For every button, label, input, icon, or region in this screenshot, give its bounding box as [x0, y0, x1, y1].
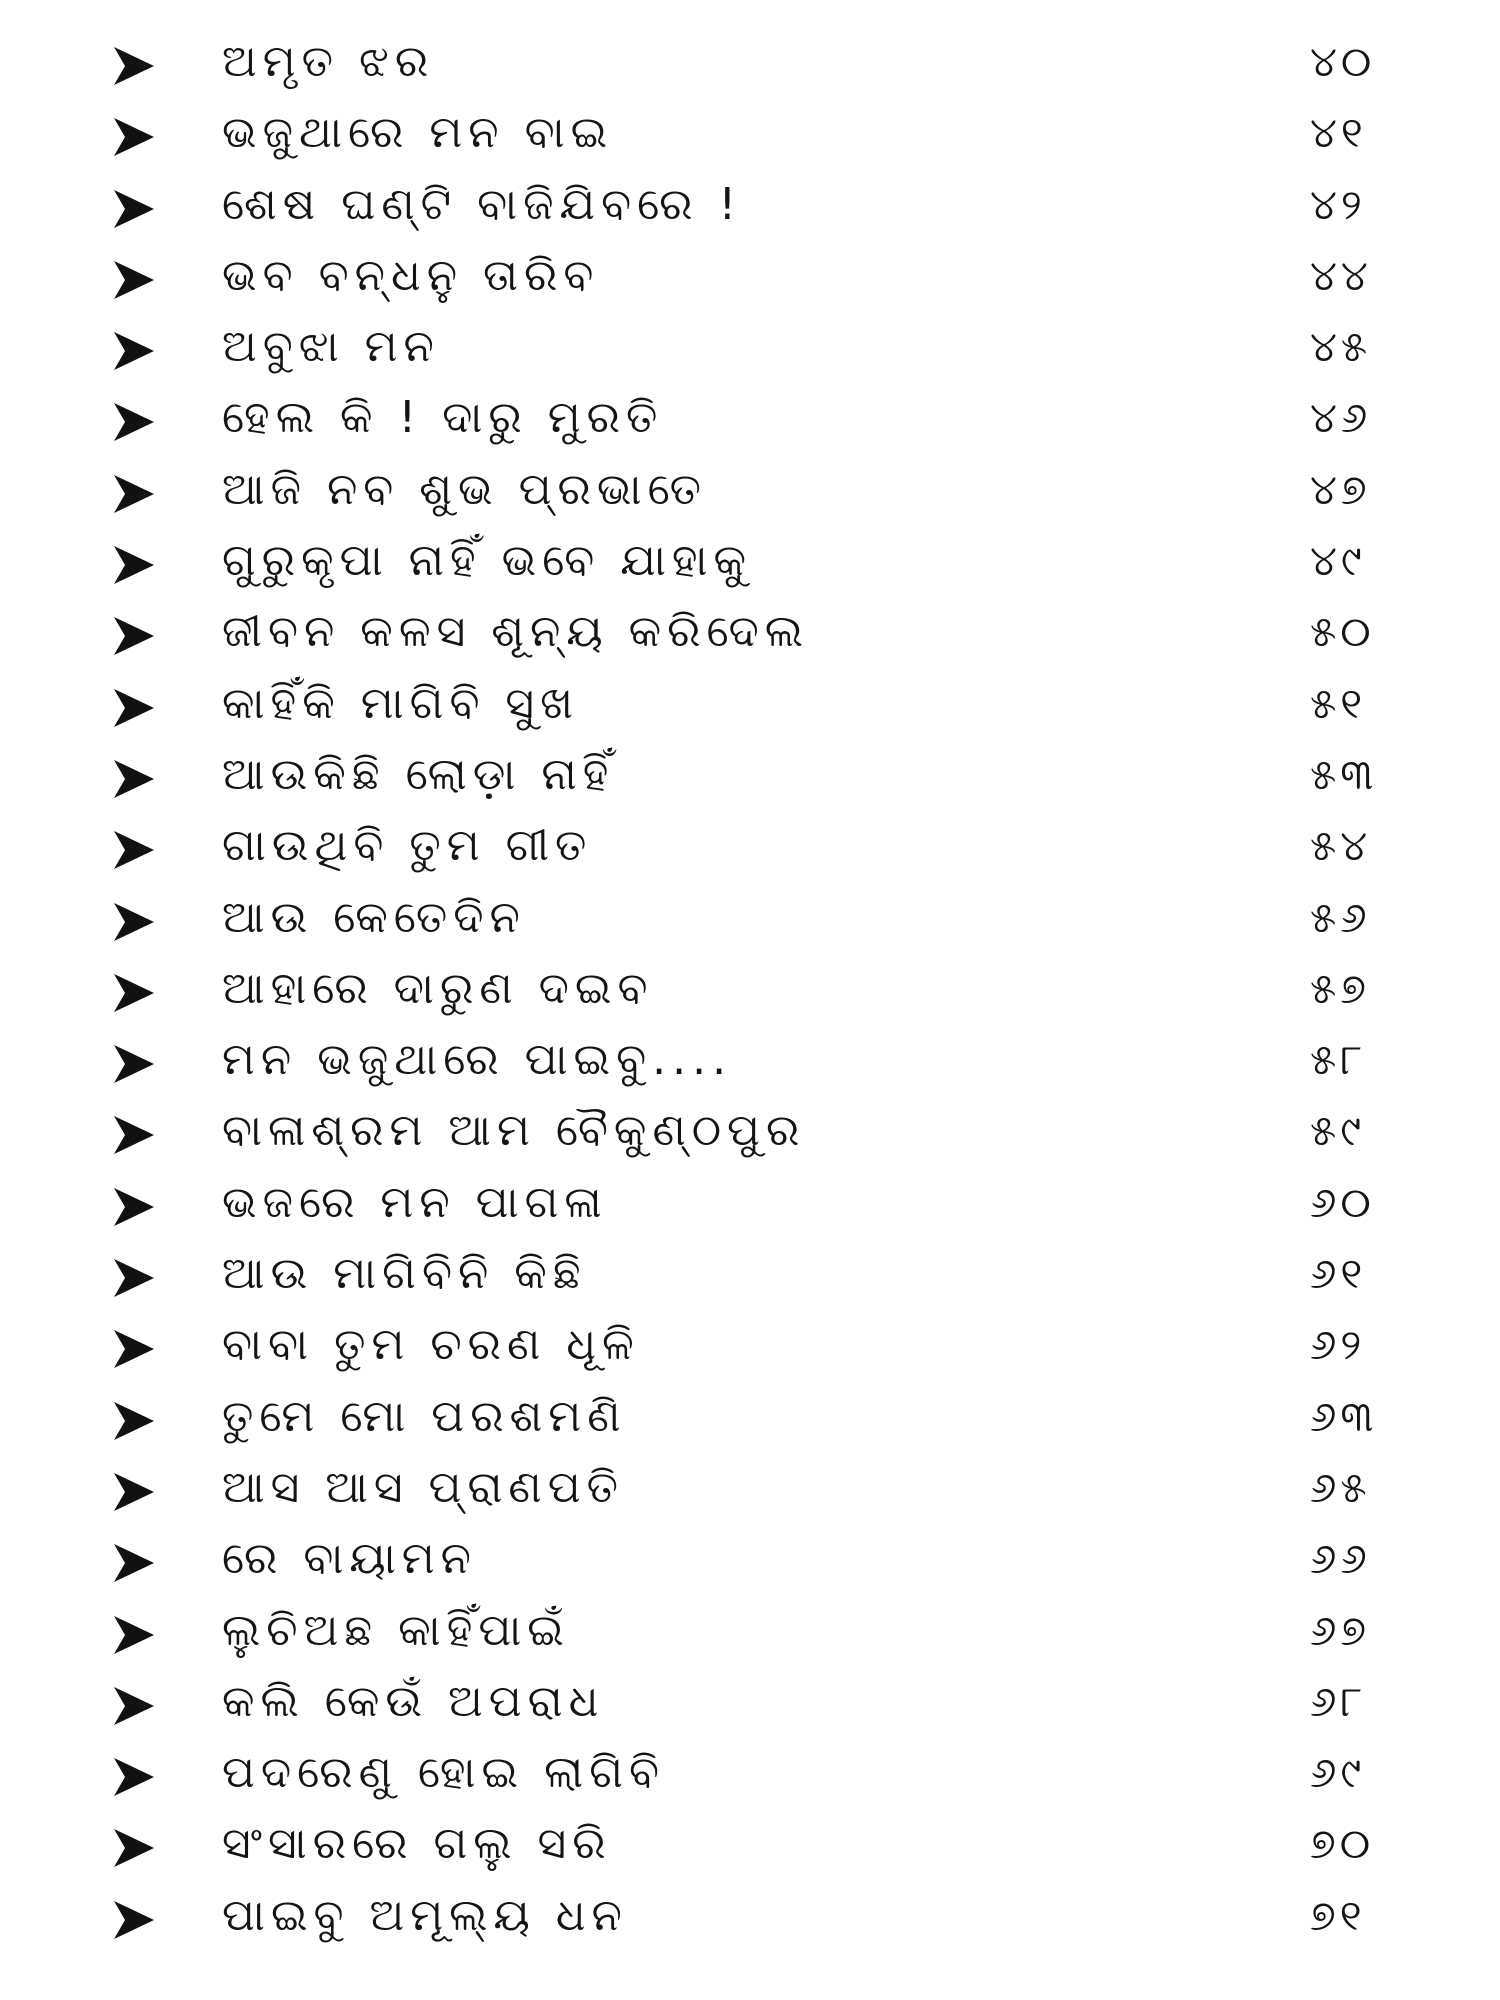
toc-entry-title: ସଂସାରରେ ଗଲୁ ସରି: [222, 1818, 612, 1870]
toc-entry: [0, 812, 1500, 883]
toc-entry: [0, 1739, 1500, 1810]
toc-entry-page-number: ୫୮: [1310, 1035, 1367, 1085]
arrowhead-bullet-icon: [112, 187, 156, 231]
toc-entry-page-number: ୪୬: [1310, 393, 1372, 443]
toc-entry-page-number: ୪୯: [1310, 536, 1366, 586]
arrowhead-bullet-icon: [112, 1256, 156, 1300]
arrowhead-bullet-icon: [112, 44, 156, 88]
toc-entry: [0, 1311, 1500, 1382]
toc-entry: [0, 1026, 1500, 1097]
toc-entry: [0, 99, 1500, 170]
toc-entry: [0, 1097, 1500, 1168]
toc-entry-page-number: ୫୭: [1310, 963, 1370, 1013]
toc-entry: [0, 1810, 1500, 1881]
arrowhead-bullet-icon: [112, 1470, 156, 1514]
toc-entry-title: ଆସ ଆସ ପ୍ରାଣପତି: [222, 1461, 624, 1513]
arrowhead-bullet-icon: [112, 1185, 156, 1229]
toc-entry-title: ରେ ବାୟାମନ: [222, 1533, 477, 1585]
toc-entry-title: ଭବ ବନ୍ଧନୁ ତାରିବ: [222, 249, 600, 301]
toc-entry: [0, 884, 1500, 955]
arrowhead-bullet-icon: [112, 258, 156, 302]
toc-entry-page-number: ୫୩: [1310, 749, 1378, 799]
toc-entry-title: ବାବା ତୁମ ଚରଣ ଧୂଳି: [222, 1319, 640, 1371]
toc-entry-page-number: ୬୧: [1310, 1249, 1367, 1299]
arrowhead-bullet-icon: [112, 828, 156, 872]
toc-entry: [0, 456, 1500, 527]
toc-entry-page-number: ୫୪: [1310, 821, 1372, 871]
toc-entry-title: ପଦରେଣୁ ହୋଇ ଲାଗିବି: [222, 1747, 666, 1799]
toc-entry-title: ଆଉକିଛି ଲୋଡ଼ା ନାହିଁ: [222, 748, 615, 800]
toc-entry: [0, 1668, 1500, 1739]
toc-entry-title: ମନ ଭଜୁଥାରେ ପାଇବୁ....: [222, 1034, 733, 1086]
arrowhead-bullet-icon: [112, 472, 156, 516]
toc-entry: [0, 670, 1500, 741]
toc-entry: [0, 384, 1500, 455]
toc-entry-title: ଆଉ ମାଗିବିନି କିଛି: [222, 1248, 587, 1300]
toc-entry-title: ଗାଉଥିବି ତୁମ ଗୀତ: [222, 820, 593, 872]
toc-entry-title: ଶେଷ ଘଣ୍ଟି ବାଜିଯିବରେ !: [222, 178, 743, 230]
arrowhead-bullet-icon: [112, 900, 156, 944]
table-of-contents: [0, 28, 1500, 1953]
toc-entry-page-number: ୬୩: [1310, 1391, 1378, 1441]
arrowhead-bullet-icon: [112, 1113, 156, 1157]
arrowhead-bullet-icon: [112, 543, 156, 587]
toc-entry-page-number: ୫୬: [1310, 892, 1371, 942]
toc-entry-title: ଜୀବନ କଳସ ଶୂନ୍ୟ କରିଦେଲ: [222, 606, 810, 658]
toc-entry-title: ଗୁରୁକୃପା ନାହିଁ ଭବେ ଯାହାକୁ: [222, 535, 753, 587]
arrowhead-bullet-icon: [112, 1541, 156, 1585]
toc-entry-title: ହେଲ କି ! ଦାରୁ ମୁରତି: [222, 392, 664, 444]
toc-entry-title: ପାଇବୁ ଅମୂଲ୍ୟ ଧନ: [222, 1889, 628, 1941]
toc-entry: [0, 1454, 1500, 1525]
toc-entry-title: ଅମୃତ ଝର: [222, 36, 435, 87]
arrowhead-bullet-icon: [112, 1042, 156, 1086]
toc-entry-title: ବାଳାଶ୍ରମ ଆମ ବୈକୁଣ୍ଠପୁର: [222, 1105, 806, 1157]
toc-entry: [0, 171, 1500, 242]
toc-entry-page-number: ୪୦: [1310, 37, 1376, 86]
toc-entry-page-number: ୪୫: [1310, 322, 1372, 372]
toc-entry: [0, 1240, 1500, 1311]
toc-entry-page-number: ୫୯: [1310, 1106, 1366, 1156]
toc-entry: [0, 955, 1500, 1026]
toc-entry-page-number: ୬୬: [1310, 1534, 1371, 1584]
toc-entry-page-number: ୪୨: [1310, 179, 1366, 229]
arrowhead-bullet-icon: [112, 971, 156, 1015]
toc-entry: [0, 1383, 1500, 1454]
toc-entry-page-number: ୬୫: [1310, 1462, 1371, 1512]
toc-entry: [0, 1597, 1500, 1668]
toc-entry-title: କାହିଁକି ମାଗିବି ସୁଖ: [222, 677, 580, 729]
toc-entry-page-number: ୬୦: [1310, 1177, 1375, 1227]
toc-entry: [0, 598, 1500, 669]
toc-entry-title: ଆଉ କେତେଦିନ: [222, 891, 526, 943]
toc-entry: [0, 527, 1500, 598]
toc-entry-title: ଆଜି ନବ ଶୁଭ ପ୍ରଭାତେ: [222, 463, 707, 515]
toc-entry: [0, 28, 1500, 99]
toc-entry: [0, 1882, 1500, 1953]
toc-entry-title: ଲୁଚିଅଛ କାହିଁପାଇଁ: [222, 1604, 570, 1656]
toc-entry-title: ତୁମେ ମୋ ପରଶମଣି: [222, 1390, 627, 1442]
toc-entry: [0, 313, 1500, 384]
toc-entry: [0, 741, 1500, 812]
arrowhead-bullet-icon: [112, 1399, 156, 1443]
toc-entry: [0, 1525, 1500, 1596]
arrowhead-bullet-icon: [112, 1327, 156, 1371]
toc-entry-page-number: ୬୭: [1310, 1605, 1371, 1655]
toc-entry-page-number: ୭୦: [1310, 1819, 1375, 1869]
toc-entry-title: ଭଜରେ ମନ ପାଗଳା: [222, 1176, 608, 1228]
arrowhead-bullet-icon: [112, 1826, 156, 1870]
toc-entry-page-number: ୬୨: [1310, 1320, 1366, 1370]
arrowhead-bullet-icon: [112, 614, 156, 658]
toc-entry-page-number: ୫୦: [1310, 607, 1375, 657]
toc-entry-page-number: ୫୧: [1310, 678, 1367, 728]
toc-entry-page-number: ୬୮: [1310, 1676, 1367, 1726]
toc-entry-page-number: ୪୧: [1310, 108, 1367, 158]
toc-entry: [0, 1169, 1500, 1240]
toc-entry-page-number: ୬୯: [1310, 1748, 1366, 1798]
arrowhead-bullet-icon: [112, 115, 156, 159]
toc-entry-page-number: ୪୭: [1310, 464, 1371, 514]
arrowhead-bullet-icon: [112, 400, 156, 444]
arrowhead-bullet-icon: [112, 1755, 156, 1799]
arrowhead-bullet-icon: [112, 686, 156, 730]
arrowhead-bullet-icon: [112, 1613, 156, 1657]
arrowhead-bullet-icon: [112, 1898, 156, 1942]
toc-entry-page-number: ୭୧: [1310, 1890, 1366, 1940]
toc-entry-page-number: ୪୪: [1310, 250, 1372, 300]
toc-entry-title: ଅବୁଝା ମନ: [222, 321, 440, 373]
arrowhead-bullet-icon: [112, 757, 156, 801]
toc-entry: [0, 242, 1500, 313]
toc-entry-title: ଆହାରେ ଦାରୁଣ ଦଇବ: [222, 962, 654, 1014]
arrowhead-bullet-icon: [112, 329, 156, 373]
arrowhead-bullet-icon: [112, 1684, 156, 1728]
toc-entry-title: ଭଜୁଥାରେ ମନ ବାଇ: [222, 107, 614, 159]
toc-entry-title: କଲି କେଉଁ ଅପରାଧ: [222, 1675, 605, 1727]
